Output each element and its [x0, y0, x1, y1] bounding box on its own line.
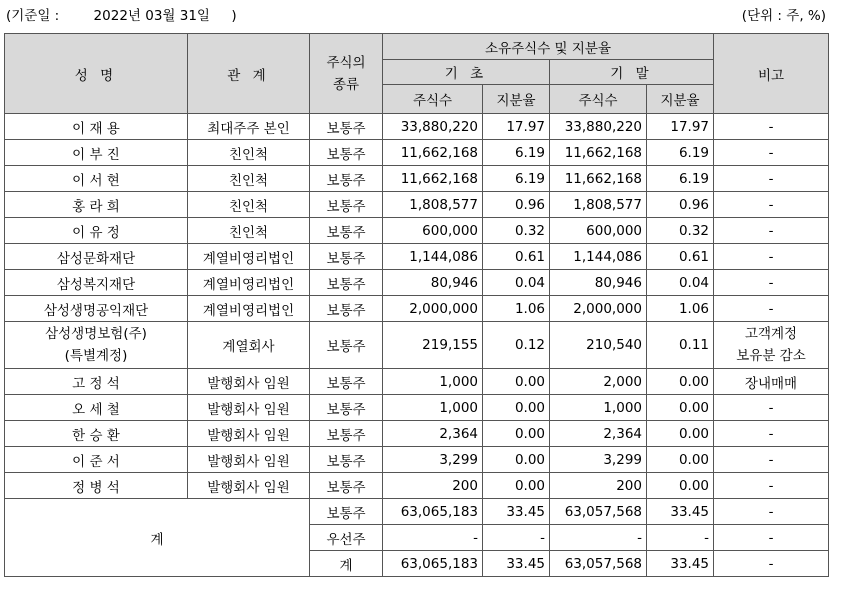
col-header-end-ratio: 지분율: [647, 85, 714, 114]
end-shares-cell: 11,662,168: [550, 166, 647, 192]
table-row: [5, 218, 829, 244]
table-row: [5, 322, 829, 369]
end-shares-cell: 2,364: [550, 421, 647, 447]
end-shares-cell: 2,000: [550, 369, 647, 395]
end-shares-cell: 210,540: [550, 322, 647, 369]
stock-type-cell: 계: [310, 551, 383, 577]
total-label: 계: [5, 499, 310, 577]
stock-type-cell: 우선주: [310, 525, 383, 551]
begin-ratio-cell: 0.00: [483, 395, 550, 421]
end-ratio-cell: 17.97: [647, 114, 714, 140]
col-header-begin-shares: 주식수: [383, 85, 483, 114]
begin-shares-cell: 1,808,577: [383, 192, 483, 218]
begin-shares-cell: 200: [383, 473, 483, 499]
stock-type-cell: 보통주: [310, 244, 383, 270]
name-cell: 정 병 석: [5, 473, 188, 499]
table-row: [5, 244, 829, 270]
table-row: [5, 270, 829, 296]
table-row: [5, 395, 829, 421]
col-header-note: 비고: [714, 34, 829, 114]
name-cell: 이 서 현: [5, 166, 188, 192]
name-cell: 이 부 진: [5, 140, 188, 166]
relation-cell: 계열회사: [188, 322, 310, 369]
table-row: [5, 421, 829, 447]
end-shares-cell: 1,144,086: [550, 244, 647, 270]
end-ratio-cell: 6.19: [647, 140, 714, 166]
begin-shares-cell: 1,000: [383, 369, 483, 395]
begin-ratio-cell: 33.45: [483, 551, 550, 577]
note-cell: -: [714, 551, 829, 577]
col-header-relation: 관 계: [188, 34, 310, 114]
end-ratio-cell: 0.61: [647, 244, 714, 270]
stock-type-cell: 보통주: [310, 499, 383, 525]
end-ratio-cell: 0.00: [647, 369, 714, 395]
stock-type-cell: 보통주: [310, 270, 383, 296]
begin-shares-cell: 63,065,183: [383, 499, 483, 525]
reference-date: (기준일 : 2022년 03월 31일 ): [6, 8, 237, 24]
table-row: [5, 140, 829, 166]
name-cell: 오 세 철: [5, 395, 188, 421]
begin-shares-cell: -: [383, 525, 483, 551]
relation-cell: 발행회사 임원: [188, 395, 310, 421]
relation-cell: 친인척: [188, 218, 310, 244]
stock-type-cell: 보통주: [310, 473, 383, 499]
relation-cell: 계열비영리법인: [188, 270, 310, 296]
end-shares-cell: -: [550, 525, 647, 551]
begin-shares-cell: 600,000: [383, 218, 483, 244]
stock-type-cell: 보통주: [310, 447, 383, 473]
note-cell: -: [714, 473, 829, 499]
begin-shares-cell: 80,946: [383, 270, 483, 296]
end-ratio-cell: 0.00: [647, 473, 714, 499]
relation-cell: 발행회사 임원: [188, 447, 310, 473]
col-header-stock-type: 주식의 종류: [310, 34, 383, 114]
begin-ratio-cell: 1.06: [483, 296, 550, 322]
begin-ratio-cell: 0.61: [483, 244, 550, 270]
relation-cell: 발행회사 임원: [188, 421, 310, 447]
shareholder-table: [4, 33, 829, 577]
begin-ratio-cell: 6.19: [483, 140, 550, 166]
end-ratio-cell: 0.04: [647, 270, 714, 296]
begin-shares-cell: 33,880,220: [383, 114, 483, 140]
begin-shares-cell: 3,299: [383, 447, 483, 473]
relation-cell: 친인척: [188, 192, 310, 218]
begin-ratio-cell: 0.00: [483, 421, 550, 447]
name-cell: 삼성복지재단: [5, 270, 188, 296]
stock-type-cell: 보통주: [310, 114, 383, 140]
end-ratio-cell: 0.11: [647, 322, 714, 369]
relation-cell: 친인척: [188, 166, 310, 192]
total-row: [5, 499, 829, 525]
begin-ratio-cell: 0.96: [483, 192, 550, 218]
stock-type-cell: 보통주: [310, 218, 383, 244]
relation-cell: 발행회사 임원: [188, 473, 310, 499]
stock-type-cell: 보통주: [310, 140, 383, 166]
begin-shares-cell: 11,662,168: [383, 140, 483, 166]
end-shares-cell: 33,880,220: [550, 114, 647, 140]
end-ratio-cell: 33.45: [647, 551, 714, 577]
end-ratio-cell: 6.19: [647, 166, 714, 192]
end-shares-cell: 1,000: [550, 395, 647, 421]
note-cell: 장내매매: [714, 369, 829, 395]
col-header-end-shares: 주식수: [550, 85, 647, 114]
name-cell: 고 정 석: [5, 369, 188, 395]
name-cell: 홍 라 희: [5, 192, 188, 218]
end-shares-cell: 2,000,000: [550, 296, 647, 322]
end-shares-cell: 80,946: [550, 270, 647, 296]
col-header-begin-ratio: 지분율: [483, 85, 550, 114]
end-shares-cell: 63,057,568: [550, 551, 647, 577]
stock-type-cell: 보통주: [310, 322, 383, 369]
begin-ratio-cell: 0.12: [483, 322, 550, 369]
end-ratio-cell: 0.00: [647, 421, 714, 447]
end-shares-cell: 1,808,577: [550, 192, 647, 218]
note-cell: -: [714, 525, 829, 551]
note-cell: -: [714, 499, 829, 525]
end-ratio-cell: 0.00: [647, 447, 714, 473]
end-shares-cell: 11,662,168: [550, 140, 647, 166]
begin-ratio-cell: 0.32: [483, 218, 550, 244]
col-header-begin: 기 초: [383, 60, 550, 85]
table-row: [5, 166, 829, 192]
table-row: [5, 114, 829, 140]
note-cell: -: [714, 244, 829, 270]
col-header-ownership: 소유주식수 및 지분율: [383, 34, 714, 60]
note-cell: -: [714, 218, 829, 244]
relation-cell: 최대주주 본인: [188, 114, 310, 140]
end-ratio-cell: 1.06: [647, 296, 714, 322]
begin-shares-cell: 1,000: [383, 395, 483, 421]
begin-ratio-cell: 0.00: [483, 447, 550, 473]
table-row: [5, 296, 829, 322]
begin-ratio-cell: 0.00: [483, 369, 550, 395]
begin-ratio-cell: 0.04: [483, 270, 550, 296]
note-cell: 고객계정 보유분 감소: [714, 322, 829, 369]
note-cell: -: [714, 140, 829, 166]
note-cell: -: [714, 192, 829, 218]
table-body: [5, 114, 829, 577]
note-cell: -: [714, 421, 829, 447]
note-cell: -: [714, 395, 829, 421]
col-header-end: 기 말: [550, 60, 714, 85]
stock-type-cell: 보통주: [310, 395, 383, 421]
end-ratio-cell: 33.45: [647, 499, 714, 525]
begin-ratio-cell: -: [483, 525, 550, 551]
col-header-name: 성 명: [5, 34, 188, 114]
note-cell: -: [714, 296, 829, 322]
end-ratio-cell: 0.32: [647, 218, 714, 244]
table-row: [5, 369, 829, 395]
name-cell: 이 준 서: [5, 447, 188, 473]
begin-shares-cell: 219,155: [383, 322, 483, 369]
note-cell: -: [714, 447, 829, 473]
stock-type-cell: 보통주: [310, 421, 383, 447]
begin-ratio-cell: 33.45: [483, 499, 550, 525]
note-cell: -: [714, 114, 829, 140]
end-shares-cell: 63,057,568: [550, 499, 647, 525]
begin-shares-cell: 1,144,086: [383, 244, 483, 270]
end-shares-cell: 3,299: [550, 447, 647, 473]
end-ratio-cell: -: [647, 525, 714, 551]
note-cell: -: [714, 270, 829, 296]
relation-cell: 발행회사 임원: [188, 369, 310, 395]
name-cell: 한 승 환: [5, 421, 188, 447]
name-cell: 삼성문화재단: [5, 244, 188, 270]
begin-shares-cell: 2,364: [383, 421, 483, 447]
end-shares-cell: 200: [550, 473, 647, 499]
relation-cell: 계열비영리법인: [188, 296, 310, 322]
begin-shares-cell: 2,000,000: [383, 296, 483, 322]
unit-label: (단위 : 주, %): [741, 8, 826, 24]
relation-cell: 친인척: [188, 140, 310, 166]
end-shares-cell: 600,000: [550, 218, 647, 244]
name-cell: 이 유 정: [5, 218, 188, 244]
begin-ratio-cell: 0.00: [483, 473, 550, 499]
table-row: [5, 473, 829, 499]
stock-type-cell: 보통주: [310, 296, 383, 322]
begin-shares-cell: 11,662,168: [383, 166, 483, 192]
table-row: [5, 447, 829, 473]
name-cell: 이 재 용: [5, 114, 188, 140]
note-cell: -: [714, 166, 829, 192]
stock-type-cell: 보통주: [310, 369, 383, 395]
stock-type-cell: 보통주: [310, 166, 383, 192]
end-ratio-cell: 0.96: [647, 192, 714, 218]
begin-ratio-cell: 17.97: [483, 114, 550, 140]
name-cell: 삼성생명보험(주) (특별계정): [5, 322, 188, 369]
name-cell: 삼성생명공익재단: [5, 296, 188, 322]
relation-cell: 계열비영리법인: [188, 244, 310, 270]
end-ratio-cell: 0.00: [647, 395, 714, 421]
begin-ratio-cell: 6.19: [483, 166, 550, 192]
table-row: [5, 192, 829, 218]
begin-shares-cell: 63,065,183: [383, 551, 483, 577]
stock-type-cell: 보통주: [310, 192, 383, 218]
